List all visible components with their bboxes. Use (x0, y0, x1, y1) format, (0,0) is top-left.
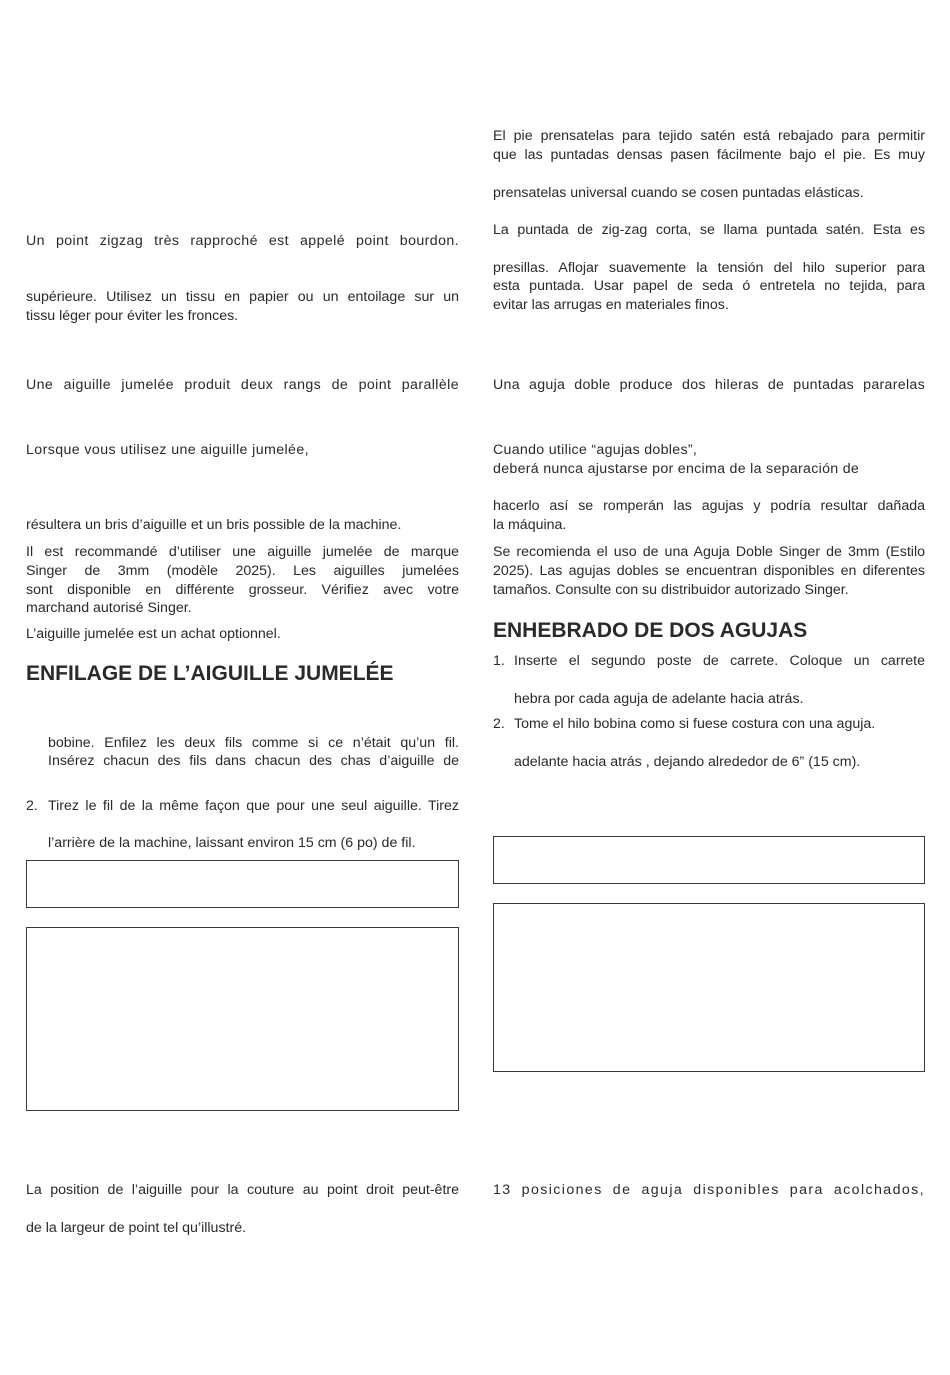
fr-needle-position-line2: de la largeur de point tel qu’illustré. (26, 1220, 247, 1236)
es-satin-foot-line1: El pie prensatelas para tejido satén está rebajado para permitir (493, 128, 925, 144)
es-section-heading: ENHEBRADO DE DOS AGUJAS (493, 619, 808, 642)
fr-step2-line2: l’arrière de la machine, laissant environ 15 cm (6 po) de fil. (48, 835, 416, 851)
fr-needle-position-line1: La position de l’aiguille pour la couture au point droit peut-être (26, 1182, 459, 1198)
fr-step1-line2: Insérez chacun des fils dans chacun des chas d’aiguille de (48, 753, 459, 769)
fr-step2-line1: Tirez le fil de la même façon que pour une seul aiguille. Tirez (48, 798, 459, 814)
fr-section-heading: ENFILAGE DE L’AIGUILLE JUMELÉE (26, 662, 394, 685)
fr-step2-number: 2. (26, 798, 38, 814)
es-recommend-line3: tamaños. Consulte con su distribuidor autorizado Singer. (493, 582, 849, 598)
es-satin-stitch-text: La puntada de zig-zag corta, se llama puntada satén. Esta es (493, 222, 925, 238)
es-twin-needle-warning-line2: la máquina. (493, 517, 567, 533)
es-step1-number: 1. (493, 653, 505, 669)
es-satin-foot-line3: prensatelas universal cuando se cosen puntadas elásticas. (493, 185, 864, 201)
fr-recommend-line1: Il est recommandé d’utiliser une aiguille jumelée de marque (26, 544, 459, 560)
fr-twin-needle-intro: Une aiguille jumelée produit deux rangs de point parallèle (26, 377, 459, 393)
es-twin-needle-use-line2: deberá nunca ajustarse por encima de la separación de (493, 461, 860, 477)
es-tension-line1: presillas. Aflojar suavemente la tensión del hilo superior para (493, 260, 925, 276)
es-step1-line2: hebra por cada aguja de adelante hacia atrás. (514, 691, 804, 707)
es-caption-box (493, 836, 925, 884)
fr-optional-purchase: L’aiguille jumelée est un achat optionnel. (26, 626, 281, 642)
es-tension-line3: evitar las arrugas en materiales finos. (493, 297, 729, 313)
es-satin-foot-line2: que las puntadas densas pasen fácilmente bajo el pie. Es muy (493, 147, 925, 163)
fr-step1-line1: bobine. Enfilez les deux fils comme si ce n’était qu’un fil. (48, 735, 459, 751)
es-recommend-line2: 2025). Las agujas dobles se encuentran disponibles en diferentes (493, 563, 925, 579)
fr-recommend-line4: marchand autorisé Singer. (26, 600, 192, 616)
es-needle-positions-text: 13 posiciones de aguja disponibles para acolchados, (493, 1182, 925, 1198)
fr-twin-needle-warning: résultera un bris d’aiguille et un bris possible de la machine. (26, 517, 402, 533)
es-step2-line1: Tome el hilo bobina como si fuese costura con una aguja. (514, 716, 876, 732)
es-step1-line1: Inserte el segundo poste de carrete. Coloque un carrete (514, 653, 925, 669)
fr-tension-text-line2: tissu léger pour éviter les fronces. (26, 308, 239, 324)
fr-satin-stitch-text: Un point zigzag très rapproché est appelé point bourdon. (26, 233, 459, 249)
es-twin-needle-use-line1: Cuando utilice “agujas dobles”, (493, 442, 698, 458)
fr-recommend-line2: Singer de 3mm (modèle 2025). Les aiguilles jumelées (26, 563, 459, 579)
es-step2-number: 2. (493, 716, 505, 732)
fr-tension-text-line1: supérieure. Utilisez un tissu en papier ou un entoilage sur un (26, 289, 459, 305)
es-step2-line2: adelante hacia atrás , dejando alrededor de 6” (15 cm). (514, 754, 861, 770)
fr-twin-needle-use: Lorsque vous utilisez une aiguille jumelée, (26, 442, 309, 458)
es-tension-line2: esta puntada. Usar papel de seda ó entretela no tejida, para (493, 278, 925, 294)
es-illustration-box (493, 903, 925, 1072)
es-recommend-line1: Se recomienda el uso de una Aguja Doble Singer de 3mm (Estilo (493, 544, 925, 560)
fr-recommend-line3: sont disponible en différente grosseur. Vérifiez avec votre (26, 582, 459, 598)
fr-illustration-box (26, 927, 459, 1111)
es-twin-needle-warning-line1: hacerlo así se romperán las agujas y podría resultar dañada (493, 498, 925, 514)
fr-caption-box (26, 860, 459, 908)
es-twin-needle-intro: Una aguja doble produce dos hileras de puntadas pararelas (493, 377, 925, 393)
